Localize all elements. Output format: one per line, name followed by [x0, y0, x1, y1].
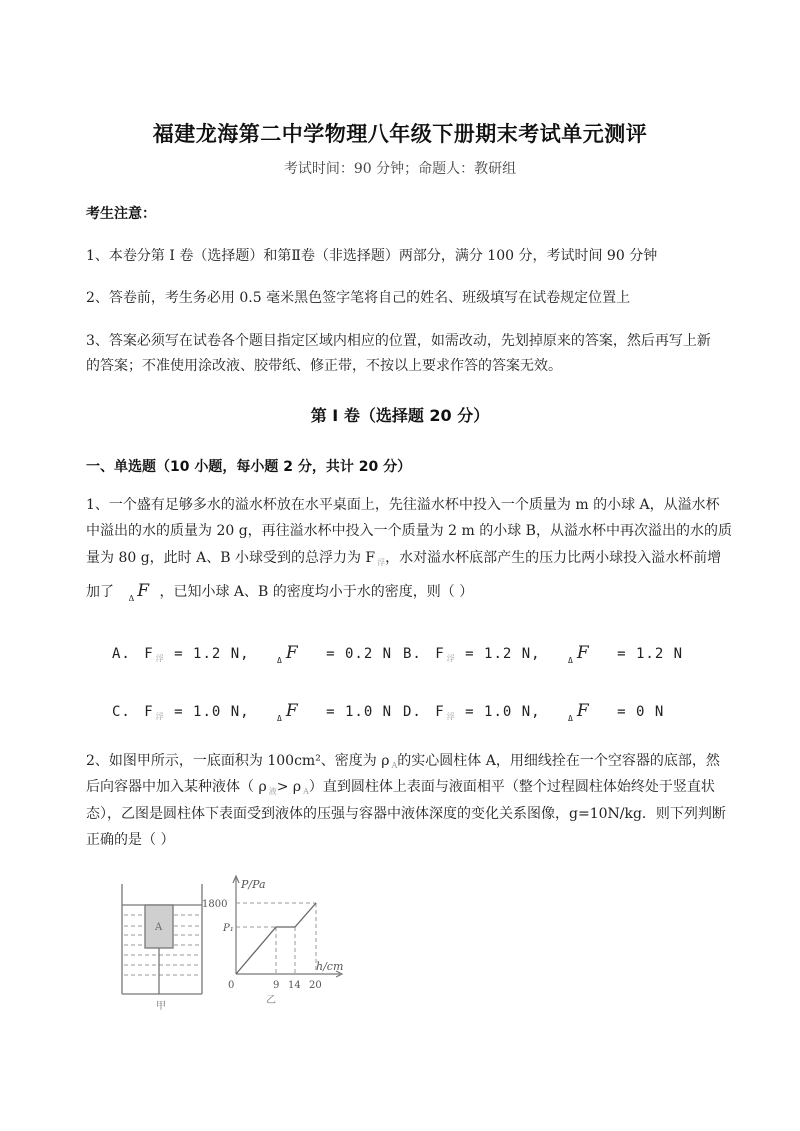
- option-a-label: A.: [112, 646, 131, 662]
- delta-symbol: Δ: [128, 594, 135, 603]
- x-axis-label: h/cm: [316, 960, 344, 973]
- section-title: 第 I 卷（选择题 20 分）: [310, 406, 490, 425]
- block-label: A: [155, 922, 163, 933]
- subscript-fu: 浮: [446, 654, 456, 663]
- q1-line-4-rest: ，已知小球 A、B 的密度均小于水的密度，则（ ）: [159, 584, 474, 600]
- exam-subtitle: 考试时间：90 分钟；命题人：教研组: [283, 161, 517, 177]
- option-a[interactable]: A. F $_浮$ = 1.2 N, $_\Delta$ F = 0.2 N: [112, 643, 393, 665]
- notice-heading: 考生注意：: [86, 206, 156, 222]
- delta-symbol: Δ: [277, 714, 283, 723]
- subscript-fu: 浮: [446, 712, 456, 721]
- x-tick-0: 0: [228, 980, 235, 991]
- force-symbol: F: [137, 581, 150, 601]
- option-d-label: D.: [403, 704, 422, 720]
- q2-line-1-rest: 的实心圆柱体 A，用细线拴在一个空容器的底部，然: [397, 753, 720, 769]
- option-c-df-value: = 1.0 N: [326, 704, 393, 720]
- y-tick-1800: 1800: [202, 899, 228, 910]
- notice-item-1: 1、本卷分第 I 卷（选择题）和第Ⅱ卷（非选择题）两部分，满分 100 分，考试时间 90 分钟: [86, 248, 658, 264]
- exam-title: 福建龙海第二中学物理八年级下册期末考试单元测评: [152, 122, 648, 146]
- x-tick-14: 14: [288, 980, 301, 991]
- part-heading: 一、单选题（10 小题，每小题 2 分，共计 20 分）: [86, 459, 412, 475]
- q1-line-3-rest: ，水对溢水杯底部产生的压力比两小球投入溢水杯前增: [385, 550, 722, 566]
- option-d[interactable]: D. F $_浮$ = 1.0 N, $_\Delta$ F = 0 N: [403, 701, 665, 723]
- left-caption: 甲: [156, 1001, 166, 1012]
- option-a-df-value: = 0.2 N: [326, 646, 393, 662]
- q1-line-4-text: 加了: [86, 584, 114, 600]
- delta-symbol: Δ: [568, 714, 574, 723]
- subscript-a: A: [391, 761, 398, 770]
- q2-line-2-text: 后向容器中加入某种液体（ ρ: [86, 779, 267, 795]
- q1-line-3: [86, 547, 721, 568]
- option-d-f-value: = 1.0 N,: [465, 704, 541, 720]
- option-b[interactable]: B. F $_浮$ = 1.2 N, $_\Delta$ F = 1.2 N: [403, 643, 684, 665]
- option-b-f-value: = 1.2 N,: [465, 646, 541, 662]
- option-c[interactable]: C. F $_浮$ = 1.0 N, $_\Delta$ F = 1.0 N: [112, 701, 393, 723]
- option-b-df-value: = 1.2 N: [617, 646, 684, 662]
- delta-symbol: Δ: [568, 656, 574, 665]
- right-caption: 乙: [266, 995, 276, 1006]
- option-c-f-value: = 1.0 N,: [174, 704, 250, 720]
- option-c-label: C.: [112, 704, 131, 720]
- notice-item-3-cont: 的答案；不准使用涂改液、胶带纸、修正带，不按以上要求作答的答案无效。: [86, 358, 562, 374]
- option-d-df-value: = 0 N: [617, 704, 665, 720]
- option-a-f-value: = 1.2 N,: [174, 646, 250, 662]
- q1-line-4: [86, 581, 473, 603]
- notice-item-3: 3、答案必须写在试卷各个题目指定区域内相应的位置，如需改动，先划掉原来的答案，然后再写上新: [86, 333, 711, 349]
- q2-line-3: 态），乙图是圆柱体下表面受到液体的压强与容器中液体深度的变化关系图像，g=10N/kg．则下列判断: [86, 806, 726, 822]
- x-tick-20: 20: [309, 980, 322, 991]
- q2-line-1: [86, 750, 720, 770]
- q1-line-3-text: 量为 80 g，此时 A、B 小球受到的总浮力为 F: [86, 550, 376, 566]
- q2-line-2: [86, 776, 715, 797]
- x-tick-9: 9: [273, 980, 280, 991]
- q1-line-2: 中溢出的水的质量为 20 g，再往溢水杯中投入一个质量为 2 m 的小球 B，从溢水杯中再次溢出的水的质: [86, 523, 732, 539]
- figure-q2: [110, 862, 360, 1012]
- y-axis-label: P/Pa: [241, 878, 266, 891]
- force-symbol: F: [576, 701, 590, 721]
- subscript-liquid: 液: [268, 787, 277, 796]
- y-tick-p1: P₁: [223, 923, 234, 934]
- q1-line-1: 1、一个盛有足够多水的溢水杯放在水平桌面上，先往溢水杯中投入一个质量为 m 的小球 A，从溢水杯: [86, 497, 720, 513]
- notice-item-2: 2、答卷前，考生务必用 0.5 毫米黑色签字笔将自己的姓名、班级填写在试卷规定位置上: [86, 290, 631, 306]
- subscript-fu: 浮: [155, 654, 165, 663]
- force-symbol: F: [285, 643, 299, 663]
- q2-line-1-text: 2、如图甲所示，一底面积为 100cm²、密度为 ρ: [86, 753, 390, 769]
- q2-line-2-mid: > ρ: [276, 779, 302, 795]
- delta-symbol: Δ: [277, 656, 283, 665]
- subscript-fu: 浮: [155, 712, 165, 721]
- subscript-a: A: [303, 787, 309, 796]
- option-b-label: B.: [403, 646, 422, 662]
- container-diagram: [122, 884, 202, 994]
- q2-line-2-rest: ）直到圆柱体上表面与液面相平（整个过程圆柱体始终处于竖直状: [308, 779, 715, 795]
- force-symbol: F: [576, 643, 590, 663]
- q2-line-4: 正确的是（ ）: [86, 832, 175, 848]
- subscript-fu: 浮: [377, 558, 386, 567]
- force-symbol: F: [285, 701, 299, 721]
